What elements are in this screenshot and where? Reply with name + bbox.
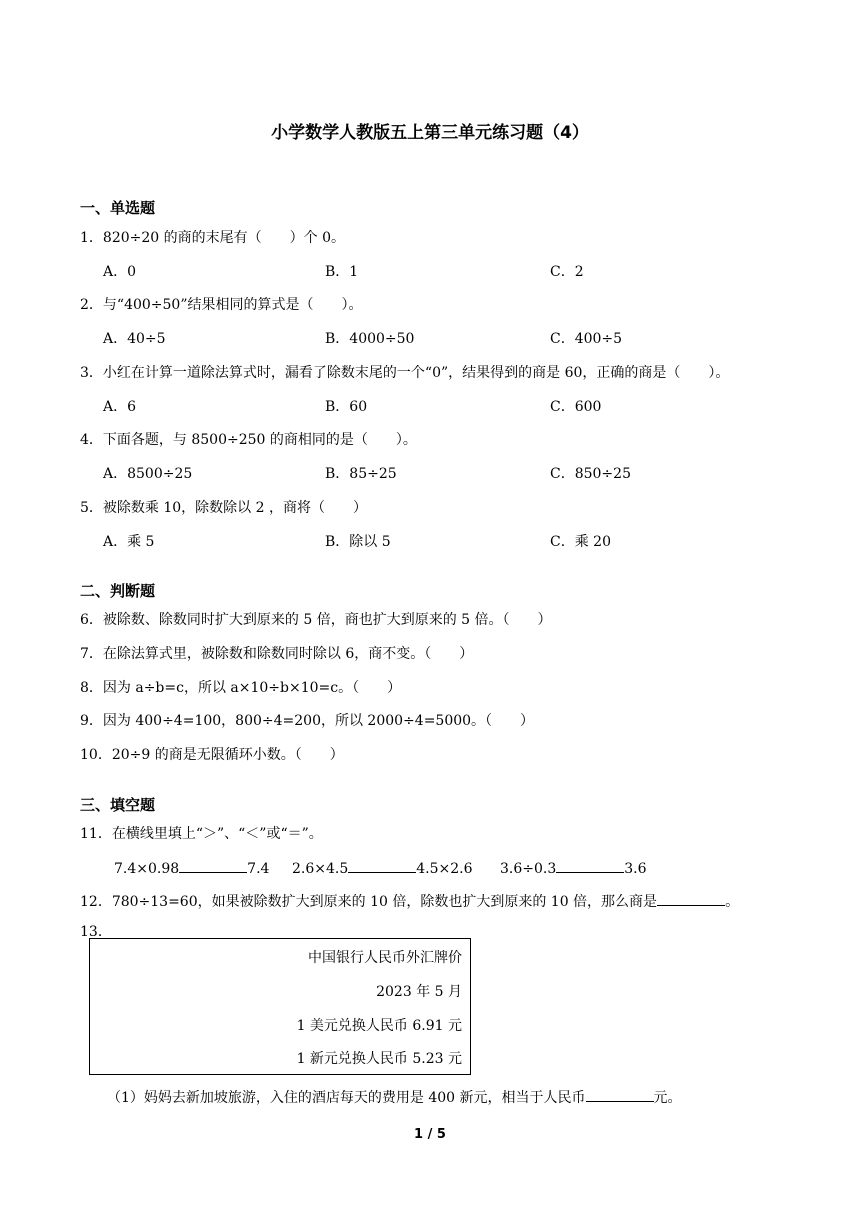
question-11: 11．在横线里填上“＞”、“＜”或“＝”。 xyxy=(80,826,323,842)
section-heading-single-choice: 一、单选题 xyxy=(80,199,156,217)
question-7: 7．在除法算式里，被除数和除数同时除以 6，商不变。（ ） xyxy=(80,646,474,662)
question-4: 4．下面各题，与 8500÷250 的商相同的是（ ）。 xyxy=(80,432,417,448)
q5-option-a: A．乘 5 xyxy=(103,534,155,550)
q1-option-c: C．2 xyxy=(550,264,584,280)
q3-option-a: A．6 xyxy=(103,399,137,415)
q5-option-b: B．除以 5 xyxy=(325,534,391,550)
answer-blank[interactable] xyxy=(179,858,247,873)
comparison-right: 7.4 xyxy=(247,861,270,877)
question-2: 2．与“400÷50”结果相同的算式是（ ）。 xyxy=(80,297,363,313)
comparison-left: 3.6÷0.3 xyxy=(500,861,557,877)
q2-option-b: B．4000÷50 xyxy=(325,331,415,347)
answer-blank[interactable] xyxy=(657,891,725,906)
comparison-item xyxy=(292,858,473,877)
question-13: 13． xyxy=(80,924,112,940)
q4-option-a: A．8500÷25 xyxy=(103,466,193,482)
q5-option-c: C．乘 20 xyxy=(550,534,611,550)
page-number: 1 / 5 xyxy=(414,1127,446,1142)
question-12-text: 12．780÷13=60，如果被除数扩大到原来的 10 倍，除数也扩大到原来的 10 倍，那么商是 xyxy=(80,894,658,910)
q2-option-c: C．400÷5 xyxy=(550,331,623,347)
q1-option-a: A．0 xyxy=(103,264,137,280)
question-9: 9．因为 400÷4=100，800÷4=200，所以 2000÷4=5000。（ ） xyxy=(80,713,535,729)
q4-option-b: B．85÷25 xyxy=(325,466,397,482)
comparison-left: 7.4×0.98 xyxy=(114,861,180,877)
q1-option-b: B．1 xyxy=(325,264,359,280)
question-5: 5．被除数乘 10，除数除以 2 ，商将（ ） xyxy=(80,500,367,516)
rate-usd: 1 美元兑换人民币 6.91 元 xyxy=(296,1018,462,1034)
question-13-sub-1-text: （1）妈妈去新加坡旅游，入住的酒店每天的费用是 400 新元，相当于人民币 xyxy=(107,1090,586,1106)
question-10: 10．20÷9 的商是无限循环小数。（ ） xyxy=(80,747,344,763)
question-3: 3．小红在计算一道除法算式时，漏看了除数末尾的一个“0”，结果得到的商是 60，正确的商是（ ）。 xyxy=(80,365,730,381)
section-heading-true-false: 二、判断题 xyxy=(80,582,156,600)
question-12-end: 。 xyxy=(725,894,740,910)
answer-blank[interactable] xyxy=(348,858,416,873)
comparison-item xyxy=(500,858,647,877)
q2-option-a: A．40÷5 xyxy=(103,331,166,347)
q4-option-c: C．850÷25 xyxy=(550,466,631,482)
answer-blank[interactable] xyxy=(586,1087,654,1102)
question-12 xyxy=(80,891,739,911)
q3-option-c: C．600 xyxy=(550,399,602,415)
comparison-item xyxy=(114,858,269,877)
comparison-left: 2.6×4.5 xyxy=(292,861,349,877)
answer-blank[interactable] xyxy=(556,858,624,873)
rate-sgd: 1 新元兑换人民币 5.23 元 xyxy=(296,1051,462,1067)
exchange-rate-table xyxy=(89,938,471,1075)
section-heading-fill-in: 三、填空题 xyxy=(80,796,156,814)
comparison-right: 4.5×2.6 xyxy=(416,861,473,877)
question-13-sub-1-end: 元。 xyxy=(653,1090,682,1106)
rate-table-date: 2023 年 5 月 xyxy=(376,984,462,1000)
q3-option-b: B．60 xyxy=(325,399,368,415)
comparison-right: 3.6 xyxy=(624,861,647,877)
question-13-sub-1 xyxy=(107,1087,682,1107)
question-6: 6．被除数、除数同时扩大到原来的 5 倍，商也扩大到原来的 5 倍。（ ） xyxy=(80,612,552,628)
question-1: 1．820÷20 的商的末尾有（ ）个 0。 xyxy=(80,230,345,246)
page-title: 小学数学人教版五上第三单元练习题（4） xyxy=(271,123,589,143)
question-8: 8．因为 a÷b=c，所以 a×10÷b×10=c。（ ） xyxy=(80,680,402,696)
rate-table-heading: 中国银行人民币外汇牌价 xyxy=(308,950,462,966)
